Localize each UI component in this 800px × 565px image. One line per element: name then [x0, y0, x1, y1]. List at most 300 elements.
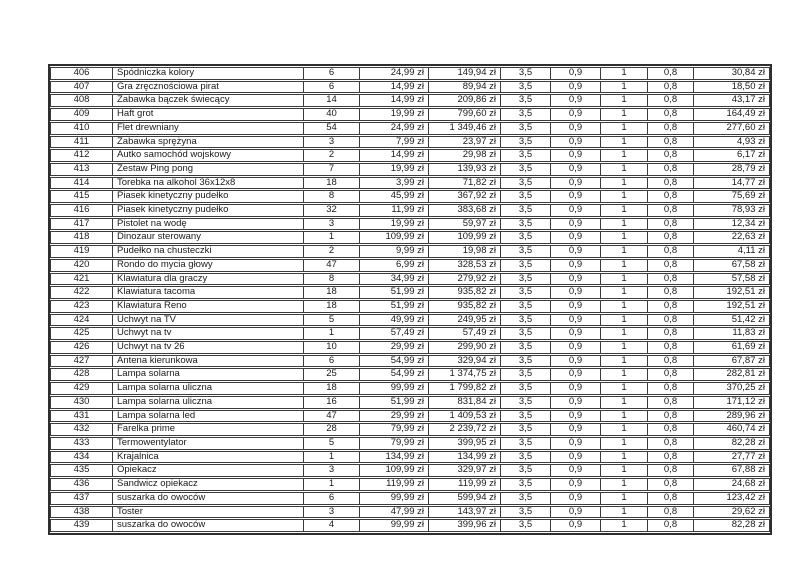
product-name-cell: Uchwyt na tv 26: [113, 341, 304, 354]
row-id-cell: 411: [50, 136, 113, 149]
factor-1-cell: 3,5: [501, 231, 551, 244]
factor-1-cell: 3,5: [501, 423, 551, 436]
row-id-cell: 425: [50, 327, 113, 340]
table-row: [50, 81, 770, 94]
factor-4-cell: 0,8: [648, 341, 694, 354]
factor-4-cell: 0,8: [648, 259, 694, 272]
quantity-cell: 14: [304, 94, 360, 107]
factor-2-cell: 0,9: [551, 81, 601, 94]
final-price-cell: 29,62 zł: [694, 506, 770, 519]
quantity-cell: 6: [304, 492, 360, 505]
factor-4-cell: 0,8: [648, 437, 694, 450]
product-name-cell: Uchwyt na tv: [113, 327, 304, 340]
factor-1-cell: 3,5: [501, 81, 551, 94]
final-price-cell: 11,83 zł: [694, 327, 770, 340]
row-id-cell: 407: [50, 81, 113, 94]
product-name-cell: Klawiatura dla graczy: [113, 273, 304, 286]
final-price-cell: 67,88 zł: [694, 464, 770, 477]
table-row: [50, 245, 770, 258]
factor-2-cell: 0,9: [551, 204, 601, 217]
final-price-cell: 164,49 zł: [694, 108, 770, 121]
final-price-cell: 4,11 zł: [694, 245, 770, 258]
factor-4-cell: 0,8: [648, 231, 694, 244]
total-price-cell: 299,90 zł: [429, 341, 501, 354]
total-price-cell: 1 349,46 zł: [429, 122, 501, 135]
table-row: [50, 478, 770, 491]
row-id-cell: 421: [50, 273, 113, 286]
total-price-cell: 57,49 zł: [429, 327, 501, 340]
final-price-cell: 57,58 zł: [694, 273, 770, 286]
factor-1-cell: 3,5: [501, 355, 551, 368]
final-price-cell: 82,28 zł: [694, 519, 770, 532]
factor-1-cell: 3,5: [501, 286, 551, 299]
product-name-cell: Zabawka sprężyna: [113, 136, 304, 149]
table-body: [50, 67, 770, 532]
product-name-cell: Lampa solarna: [113, 368, 304, 381]
table-row: [50, 464, 770, 477]
table-row: [50, 382, 770, 395]
factor-2-cell: 0,9: [551, 231, 601, 244]
factor-4-cell: 0,8: [648, 314, 694, 327]
quantity-cell: 1: [304, 327, 360, 340]
row-id-cell: 424: [50, 314, 113, 327]
total-price-cell: 1 799,82 zł: [429, 382, 501, 395]
total-price-cell: 1 409,53 zł: [429, 410, 501, 423]
unit-price-cell: 6,99 zł: [360, 259, 429, 272]
factor-3-cell: 1: [601, 245, 648, 258]
row-id-cell: 412: [50, 149, 113, 162]
factor-4-cell: 0,8: [648, 464, 694, 477]
final-price-cell: 12,34 zł: [694, 218, 770, 231]
total-price-cell: 799,60 zł: [429, 108, 501, 121]
factor-2-cell: 0,9: [551, 177, 601, 190]
factor-2-cell: 0,9: [551, 492, 601, 505]
total-price-cell: 599,94 zł: [429, 492, 501, 505]
total-price-cell: 399,95 zł: [429, 437, 501, 450]
factor-1-cell: 3,5: [501, 149, 551, 162]
table-row: [50, 341, 770, 354]
product-name-cell: Spódniczka kolory: [113, 67, 304, 80]
final-price-cell: 67,58 zł: [694, 259, 770, 272]
row-id-cell: 436: [50, 478, 113, 491]
factor-1-cell: 3,5: [501, 273, 551, 286]
factor-2-cell: 0,9: [551, 519, 601, 532]
factor-1-cell: 3,5: [501, 94, 551, 107]
factor-3-cell: 1: [601, 177, 648, 190]
unit-price-cell: 19,99 zł: [360, 163, 429, 176]
factor-4-cell: 0,8: [648, 122, 694, 135]
unit-price-cell: 49,99 zł: [360, 314, 429, 327]
final-price-cell: 28,79 zł: [694, 163, 770, 176]
quantity-cell: 2: [304, 149, 360, 162]
quantity-cell: 3: [304, 464, 360, 477]
product-name-cell: Pudełko na chusteczki: [113, 245, 304, 258]
unit-price-cell: 45,99 zł: [360, 190, 429, 203]
quantity-cell: 5: [304, 314, 360, 327]
factor-2-cell: 0,9: [551, 108, 601, 121]
unit-price-cell: 14,99 zł: [360, 149, 429, 162]
factor-3-cell: 1: [601, 136, 648, 149]
total-price-cell: 329,94 zł: [429, 355, 501, 368]
final-price-cell: 61,69 zł: [694, 341, 770, 354]
final-price-cell: 277,60 zł: [694, 122, 770, 135]
row-id-cell: 414: [50, 177, 113, 190]
quantity-cell: 16: [304, 396, 360, 409]
row-id-cell: 438: [50, 506, 113, 519]
row-id-cell: 427: [50, 355, 113, 368]
factor-4-cell: 0,8: [648, 423, 694, 436]
factor-2-cell: 0,9: [551, 245, 601, 258]
factor-4-cell: 0,8: [648, 410, 694, 423]
factor-4-cell: 0,8: [648, 368, 694, 381]
total-price-cell: 1 374,75 zł: [429, 368, 501, 381]
total-price-cell: 328,53 zł: [429, 259, 501, 272]
quantity-cell: 18: [304, 300, 360, 313]
table-row: [50, 314, 770, 327]
quantity-cell: 5: [304, 437, 360, 450]
unit-price-cell: 14,99 zł: [360, 94, 429, 107]
total-price-cell: 119,99 zł: [429, 478, 501, 491]
final-price-cell: 4,93 zł: [694, 136, 770, 149]
factor-2-cell: 0,9: [551, 478, 601, 491]
factor-4-cell: 0,8: [648, 300, 694, 313]
table-row: [50, 108, 770, 121]
product-name-cell: suszarka do owoców: [113, 492, 304, 505]
unit-price-cell: 99,99 zł: [360, 519, 429, 532]
factor-2-cell: 0,9: [551, 136, 601, 149]
factor-3-cell: 1: [601, 300, 648, 313]
factor-4-cell: 0,8: [648, 355, 694, 368]
quantity-cell: 32: [304, 204, 360, 217]
factor-3-cell: 1: [601, 204, 648, 217]
unit-price-cell: 29,99 zł: [360, 410, 429, 423]
row-id-cell: 416: [50, 204, 113, 217]
unit-price-cell: 34,99 zł: [360, 273, 429, 286]
unit-price-cell: 99,99 zł: [360, 382, 429, 395]
product-name-cell: Klawiatura Reno: [113, 300, 304, 313]
final-price-cell: 67,87 zł: [694, 355, 770, 368]
final-price-cell: 282,81 zł: [694, 368, 770, 381]
table-row: [50, 396, 770, 409]
product-name-cell: Farelka prime: [113, 423, 304, 436]
factor-2-cell: 0,9: [551, 341, 601, 354]
factor-4-cell: 0,8: [648, 506, 694, 519]
factor-4-cell: 0,8: [648, 396, 694, 409]
product-name-cell: Dinozaur sterowany: [113, 231, 304, 244]
table-row: [50, 423, 770, 436]
factor-1-cell: 3,5: [501, 163, 551, 176]
unit-price-cell: 24,99 zł: [360, 67, 429, 80]
factor-4-cell: 0,8: [648, 327, 694, 340]
product-name-cell: Uchwyt na TV: [113, 314, 304, 327]
product-name-cell: Autko samochód wojskowy: [113, 149, 304, 162]
factor-3-cell: 1: [601, 81, 648, 94]
product-name-cell: Flet drewniany: [113, 122, 304, 135]
factor-1-cell: 3,5: [501, 218, 551, 231]
unit-price-cell: 109,99 zł: [360, 231, 429, 244]
row-id-cell: 429: [50, 382, 113, 395]
table-row: [50, 506, 770, 519]
factor-2-cell: 0,9: [551, 122, 601, 135]
table-row: [50, 327, 770, 340]
factor-1-cell: 3,5: [501, 300, 551, 313]
row-id-cell: 409: [50, 108, 113, 121]
final-price-cell: 75,69 zł: [694, 190, 770, 203]
factor-1-cell: 3,5: [501, 327, 551, 340]
factor-3-cell: 1: [601, 382, 648, 395]
table-row: [50, 163, 770, 176]
row-id-cell: 433: [50, 437, 113, 450]
product-name-cell: Lampa solarna uliczna: [113, 396, 304, 409]
row-id-cell: 430: [50, 396, 113, 409]
table-row: [50, 368, 770, 381]
product-name-cell: Krajalnica: [113, 451, 304, 464]
factor-3-cell: 1: [601, 368, 648, 381]
factor-3-cell: 1: [601, 327, 648, 340]
row-id-cell: 418: [50, 231, 113, 244]
quantity-cell: 47: [304, 410, 360, 423]
row-id-cell: 413: [50, 163, 113, 176]
factor-1-cell: 3,5: [501, 341, 551, 354]
unit-price-cell: 54,99 zł: [360, 368, 429, 381]
factor-4-cell: 0,8: [648, 451, 694, 464]
final-price-cell: 43,17 zł: [694, 94, 770, 107]
final-price-cell: 289,96 zł: [694, 410, 770, 423]
row-id-cell: 428: [50, 368, 113, 381]
total-price-cell: 2 239,72 zł: [429, 423, 501, 436]
factor-1-cell: 3,5: [501, 382, 551, 395]
product-name-cell: Zestaw Ping pong: [113, 163, 304, 176]
factor-3-cell: 1: [601, 231, 648, 244]
total-price-cell: 143,97 zł: [429, 506, 501, 519]
quantity-cell: 6: [304, 355, 360, 368]
unit-price-cell: 14,99 zł: [360, 81, 429, 94]
quantity-cell: 3: [304, 218, 360, 231]
factor-2-cell: 0,9: [551, 273, 601, 286]
total-price-cell: 279,92 zł: [429, 273, 501, 286]
factor-4-cell: 0,8: [648, 382, 694, 395]
factor-1-cell: 3,5: [501, 396, 551, 409]
row-id-cell: 406: [50, 67, 113, 80]
factor-4-cell: 0,8: [648, 218, 694, 231]
quantity-cell: 18: [304, 286, 360, 299]
quantity-cell: 3: [304, 506, 360, 519]
table-row: [50, 286, 770, 299]
table-row: [50, 122, 770, 135]
unit-price-cell: 119,99 zł: [360, 478, 429, 491]
factor-2-cell: 0,9: [551, 149, 601, 162]
total-price-cell: 935,82 zł: [429, 286, 501, 299]
products-table-container: [48, 64, 772, 535]
quantity-cell: 6: [304, 81, 360, 94]
factor-4-cell: 0,8: [648, 108, 694, 121]
product-name-cell: Lampa solarna led: [113, 410, 304, 423]
quantity-cell: 28: [304, 423, 360, 436]
quantity-cell: 3: [304, 136, 360, 149]
unit-price-cell: 19,99 zł: [360, 108, 429, 121]
factor-1-cell: 3,5: [501, 451, 551, 464]
row-id-cell: 434: [50, 451, 113, 464]
quantity-cell: 40: [304, 108, 360, 121]
unit-price-cell: 24,99 zł: [360, 122, 429, 135]
product-name-cell: Zabawka bączek świecący: [113, 94, 304, 107]
factor-1-cell: 3,5: [501, 478, 551, 491]
row-id-cell: 420: [50, 259, 113, 272]
final-price-cell: 14,77 zł: [694, 177, 770, 190]
table-row: [50, 94, 770, 107]
factor-4-cell: 0,8: [648, 245, 694, 258]
factor-1-cell: 3,5: [501, 245, 551, 258]
product-name-cell: Antena kierunkowa: [113, 355, 304, 368]
unit-price-cell: 51,99 zł: [360, 286, 429, 299]
total-price-cell: 209,86 zł: [429, 94, 501, 107]
final-price-cell: 78,93 zł: [694, 204, 770, 217]
quantity-cell: 6: [304, 67, 360, 80]
factor-2-cell: 0,9: [551, 506, 601, 519]
final-price-cell: 22,63 zł: [694, 231, 770, 244]
final-price-cell: 460,74 zł: [694, 423, 770, 436]
final-price-cell: 30,84 zł: [694, 67, 770, 80]
factor-2-cell: 0,9: [551, 451, 601, 464]
factor-2-cell: 0,9: [551, 437, 601, 450]
table-row: [50, 492, 770, 505]
row-id-cell: 432: [50, 423, 113, 436]
factor-3-cell: 1: [601, 163, 648, 176]
factor-2-cell: 0,9: [551, 218, 601, 231]
table-row: [50, 177, 770, 190]
quantity-cell: 2: [304, 245, 360, 258]
factor-3-cell: 1: [601, 410, 648, 423]
factor-4-cell: 0,8: [648, 67, 694, 80]
quantity-cell: 1: [304, 451, 360, 464]
row-id-cell: 415: [50, 190, 113, 203]
factor-1-cell: 3,5: [501, 492, 551, 505]
unit-price-cell: 99,99 zł: [360, 492, 429, 505]
factor-1-cell: 3,5: [501, 122, 551, 135]
row-id-cell: 408: [50, 94, 113, 107]
row-id-cell: 437: [50, 492, 113, 505]
table-row: [50, 451, 770, 464]
unit-price-cell: 51,99 zł: [360, 300, 429, 313]
factor-3-cell: 1: [601, 464, 648, 477]
factor-4-cell: 0,8: [648, 163, 694, 176]
total-price-cell: 831,84 zł: [429, 396, 501, 409]
factor-3-cell: 1: [601, 355, 648, 368]
table-row: [50, 300, 770, 313]
unit-price-cell: 79,99 zł: [360, 437, 429, 450]
row-id-cell: 426: [50, 341, 113, 354]
total-price-cell: 249,95 zł: [429, 314, 501, 327]
product-name-cell: Opiekacz: [113, 464, 304, 477]
factor-3-cell: 1: [601, 506, 648, 519]
table-row: [50, 136, 770, 149]
factor-1-cell: 3,5: [501, 464, 551, 477]
unit-price-cell: 9,99 zł: [360, 245, 429, 258]
quantity-cell: 18: [304, 382, 360, 395]
factor-3-cell: 1: [601, 437, 648, 450]
unit-price-cell: 51,99 zł: [360, 396, 429, 409]
factor-3-cell: 1: [601, 314, 648, 327]
factor-1-cell: 3,5: [501, 190, 551, 203]
factor-4-cell: 0,8: [648, 94, 694, 107]
quantity-cell: 1: [304, 478, 360, 491]
final-price-cell: 82,28 zł: [694, 437, 770, 450]
total-price-cell: 367,92 zł: [429, 190, 501, 203]
factor-1-cell: 3,5: [501, 314, 551, 327]
quantity-cell: 4: [304, 519, 360, 532]
products-table: [48, 64, 772, 535]
factor-4-cell: 0,8: [648, 136, 694, 149]
table-row: [50, 149, 770, 162]
factor-3-cell: 1: [601, 519, 648, 532]
factor-4-cell: 0,8: [648, 273, 694, 286]
row-id-cell: 417: [50, 218, 113, 231]
factor-4-cell: 0,8: [648, 204, 694, 217]
total-price-cell: 139,93 zł: [429, 163, 501, 176]
total-price-cell: 399,96 zł: [429, 519, 501, 532]
factor-3-cell: 1: [601, 451, 648, 464]
quantity-cell: 47: [304, 259, 360, 272]
total-price-cell: 134,99 zł: [429, 451, 501, 464]
product-name-cell: Gra zręcznościowa pirat: [113, 81, 304, 94]
product-name-cell: Piasek kinetyczny pudełko: [113, 190, 304, 203]
final-price-cell: 24,68 zł: [694, 478, 770, 491]
product-name-cell: Klawiatura tacoma: [113, 286, 304, 299]
product-name-cell: Torebka na alkohol 36x12x8: [113, 177, 304, 190]
factor-3-cell: 1: [601, 259, 648, 272]
factor-2-cell: 0,9: [551, 368, 601, 381]
factor-1-cell: 3,5: [501, 519, 551, 532]
quantity-cell: 8: [304, 273, 360, 286]
product-name-cell: Toster: [113, 506, 304, 519]
final-price-cell: 6,17 zł: [694, 149, 770, 162]
product-name-cell: Piasek kinetyczny pudełko: [113, 204, 304, 217]
table-row: [50, 67, 770, 80]
quantity-cell: 8: [304, 190, 360, 203]
table-row: [50, 259, 770, 272]
factor-3-cell: 1: [601, 273, 648, 286]
final-price-cell: 370,25 zł: [694, 382, 770, 395]
factor-4-cell: 0,8: [648, 478, 694, 491]
quantity-cell: 10: [304, 341, 360, 354]
total-price-cell: 29,98 zł: [429, 149, 501, 162]
quantity-cell: 54: [304, 122, 360, 135]
product-name-cell: Termowentylator: [113, 437, 304, 450]
unit-price-cell: 109,99 zł: [360, 464, 429, 477]
product-name-cell: Haft grot: [113, 108, 304, 121]
factor-4-cell: 0,8: [648, 286, 694, 299]
unit-price-cell: 54,99 zł: [360, 355, 429, 368]
total-price-cell: 329,97 zł: [429, 464, 501, 477]
unit-price-cell: 79,99 zł: [360, 423, 429, 436]
row-id-cell: 410: [50, 122, 113, 135]
product-name-cell: Sandwicz opiekacz: [113, 478, 304, 491]
unit-price-cell: 57,49 zł: [360, 327, 429, 340]
factor-3-cell: 1: [601, 190, 648, 203]
total-price-cell: 383,68 zł: [429, 204, 501, 217]
factor-1-cell: 3,5: [501, 437, 551, 450]
factor-2-cell: 0,9: [551, 300, 601, 313]
factor-3-cell: 1: [601, 341, 648, 354]
factor-4-cell: 0,8: [648, 177, 694, 190]
factor-3-cell: 1: [601, 492, 648, 505]
factor-4-cell: 0,8: [648, 149, 694, 162]
factor-2-cell: 0,9: [551, 94, 601, 107]
table-row: [50, 273, 770, 286]
table-row: [50, 204, 770, 217]
factor-4-cell: 0,8: [648, 492, 694, 505]
product-name-cell: Pistolet na wodę: [113, 218, 304, 231]
